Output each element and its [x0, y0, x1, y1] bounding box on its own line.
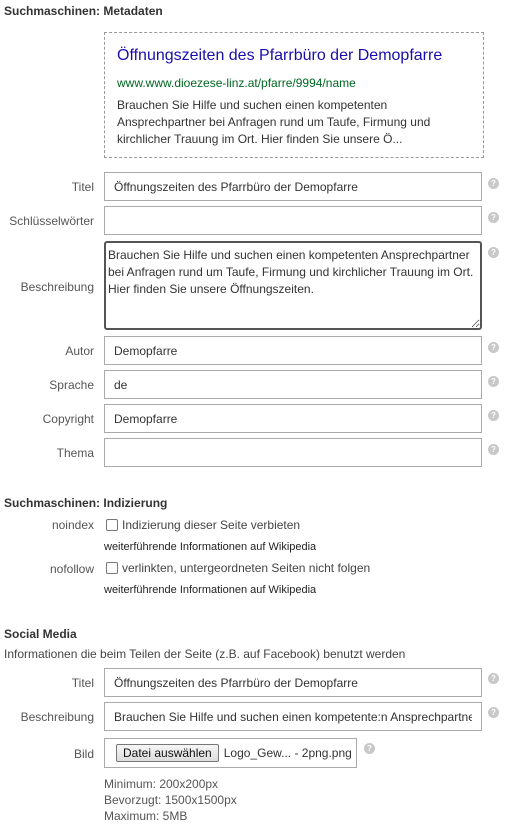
- help-icon[interactable]: ?: [488, 342, 499, 353]
- nofollow-checkbox[interactable]: [106, 562, 118, 574]
- image-file-input[interactable]: [104, 738, 357, 768]
- help-icon[interactable]: ?: [488, 247, 499, 258]
- title-input[interactable]: [104, 172, 482, 201]
- file-name: Logo_Gew... - 2png.png: [223, 746, 352, 760]
- preview-description: Brauchen Sie Hilfe und suchen einen kompetenten Ansprechpartner bei Anfragen rund um Taufe, Firmung und kirchlicher Trauung im Ort. Hier finden Sie unsere Ö...: [117, 98, 431, 146]
- nofollow-option[interactable]: [106, 561, 370, 575]
- image-label: Bild: [73, 747, 94, 761]
- noindex-label: noindex: [51, 518, 94, 532]
- help-icon[interactable]: ?: [364, 743, 375, 754]
- language-label: Sprache: [49, 378, 94, 392]
- topic-label: Thema: [56, 446, 94, 460]
- help-icon[interactable]: ?: [488, 673, 499, 684]
- copyright-input[interactable]: [104, 404, 482, 433]
- section-title-metadata: Suchmaschinen: Metadaten: [4, 4, 163, 18]
- preview-url: www.www.dioezese-linz.at/pfarre/9994/name: [117, 76, 356, 90]
- help-icon[interactable]: ?: [488, 707, 499, 718]
- nofollow-checkbox-label[interactable]: verlinkten, untergeordneten Seiten nicht folgen: [122, 561, 371, 575]
- image-preferred-size: Bevorzugt: 1500x1500px: [104, 793, 237, 807]
- topic-input[interactable]: [104, 438, 482, 467]
- preview-title: Öffnungszeiten des Pfarrbüro der Demopfarre: [117, 47, 443, 64]
- search-preview: [104, 32, 484, 158]
- help-icon[interactable]: ?: [488, 212, 499, 223]
- description-label: Beschreibung: [20, 280, 94, 294]
- nofollow-wikipedia-link[interactable]: weiterführende Informationen auf Wikipedia: [104, 584, 317, 596]
- help-icon[interactable]: ?: [488, 410, 499, 421]
- keywords-label: Schlüsselwörter: [9, 214, 94, 228]
- social-title-input[interactable]: [104, 668, 482, 697]
- help-icon[interactable]: ?: [488, 444, 499, 455]
- title-label: Titel: [71, 180, 94, 194]
- help-icon[interactable]: ?: [488, 178, 499, 189]
- copyright-label: Copyright: [42, 412, 94, 426]
- image-max-size: Maximum: 5MB: [104, 809, 188, 823]
- choose-file-button[interactable]: Datei auswählen: [116, 744, 219, 762]
- social-description-label: Beschreibung: [20, 710, 94, 724]
- noindex-option[interactable]: [106, 518, 300, 532]
- nofollow-label: nofollow: [49, 562, 94, 576]
- noindex-wikipedia-link[interactable]: weiterführende Informationen auf Wikipedia: [104, 541, 317, 553]
- author-label: Autor: [65, 344, 94, 358]
- noindex-checkbox[interactable]: [106, 519, 118, 531]
- noindex-checkbox-label[interactable]: Indizierung dieser Seite verbieten: [122, 518, 301, 532]
- language-input[interactable]: [104, 370, 482, 399]
- social-description-text: Informationen die beim Teilen der Seite (z.B. auf Facebook) benutzt werden: [4, 647, 406, 661]
- social-title-label: Titel: [71, 676, 94, 690]
- help-icon[interactable]: ?: [488, 376, 499, 387]
- section-title-indexing: Suchmaschinen: Indizierung: [4, 496, 168, 510]
- section-title-social: Social Media: [4, 627, 77, 641]
- author-input[interactable]: [104, 336, 482, 365]
- image-min-size: Minimum: 200x200px: [104, 777, 219, 791]
- keywords-input[interactable]: [104, 206, 482, 235]
- social-description-input[interactable]: [104, 702, 482, 731]
- description-textarea[interactable]: [104, 241, 482, 330]
